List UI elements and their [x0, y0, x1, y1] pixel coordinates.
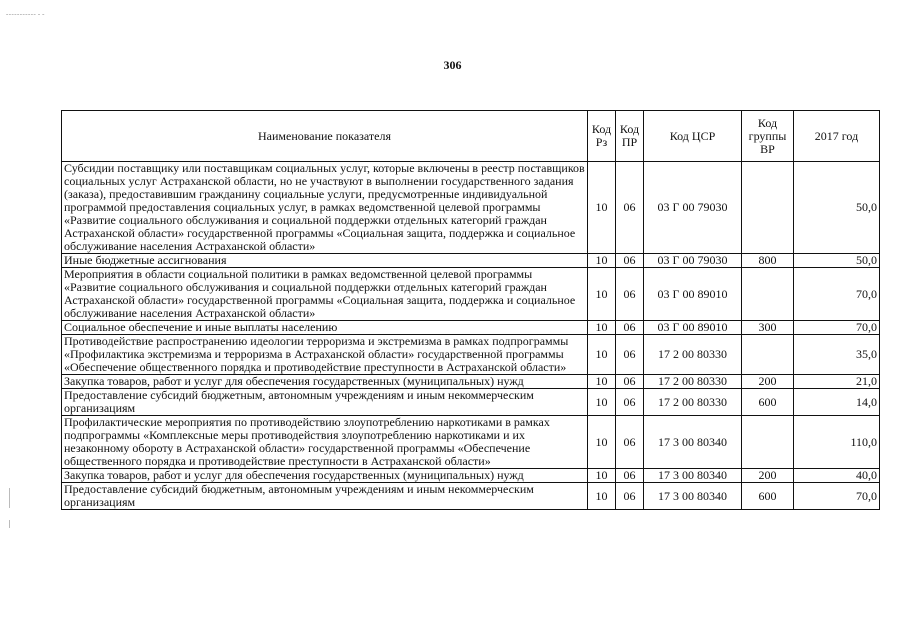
row-csr: 17 3 00 80340: [644, 483, 742, 510]
scan-edge-mark: [9, 520, 10, 528]
row-rz: 10: [588, 375, 616, 389]
table-row: [62, 268, 880, 321]
table-header-row: [62, 111, 880, 162]
table-row: [62, 483, 880, 510]
scan-edge-mark: [9, 488, 10, 508]
header-pr: Код ПР: [616, 111, 644, 162]
row-rz: 10: [588, 254, 616, 268]
row-vr: 800: [742, 254, 794, 268]
row-vr: [742, 416, 794, 469]
row-name: Мероприятия в области социальной политики в рамках ведомственной целевой программы «Развитие социального обслуживания и социальной поддержки отдельных категорий граждан Астраханской области» государственной программы «Социальная защита, поддержка и социальное обслуживание населения Астраханской области»: [62, 268, 588, 321]
row-value: 70,0: [794, 268, 880, 321]
table-row: [62, 162, 880, 254]
row-rz: 10: [588, 268, 616, 321]
table-row: [62, 335, 880, 375]
row-rz: 10: [588, 469, 616, 483]
row-vr: [742, 162, 794, 254]
row-name: Противодействие распространению идеологии терроризма и экстремизма в рамках подпрограммы «Профилактика экстремизма и терроризма в Астраханской области» государственной программы «Обеспечение общественного порядка и противодействие преступности в Астраханской области»: [62, 335, 588, 375]
row-value: 50,0: [794, 254, 880, 268]
row-name: Иные бюджетные ассигнования: [62, 254, 588, 268]
row-value: 21,0: [794, 375, 880, 389]
row-rz: 10: [588, 162, 616, 254]
table-row: [62, 375, 880, 389]
row-pr: 06: [616, 268, 644, 321]
row-rz: 10: [588, 335, 616, 375]
row-vr: [742, 335, 794, 375]
row-rz: 10: [588, 416, 616, 469]
row-rz: 10: [588, 483, 616, 510]
row-pr: 06: [616, 389, 644, 416]
row-csr: 03 Г 00 79030: [644, 162, 742, 254]
table-row: [62, 321, 880, 335]
row-name: Социальное обеспечение и иные выплаты населению: [62, 321, 588, 335]
row-vr: 600: [742, 389, 794, 416]
row-pr: 06: [616, 162, 644, 254]
row-pr: 06: [616, 335, 644, 375]
header-csr: Код ЦСР: [644, 111, 742, 162]
budget-table: [61, 110, 880, 510]
row-pr: 06: [616, 483, 644, 510]
row-pr: 06: [616, 321, 644, 335]
page-number: 306: [443, 58, 462, 72]
row-csr: 17 3 00 80340: [644, 469, 742, 483]
row-name: Предоставление субсидий бюджетным, автономным учреждениям и иным некоммерческим организациям: [62, 389, 588, 416]
row-value: 50,0: [794, 162, 880, 254]
header-year: 2017 год: [794, 111, 880, 162]
row-name: Закупка товаров, работ и услуг для обеспечения государственных (муниципальных) нужд: [62, 375, 588, 389]
row-pr: 06: [616, 416, 644, 469]
row-value: 35,0: [794, 335, 880, 375]
row-csr: 17 2 00 80330: [644, 389, 742, 416]
row-name: Закупка товаров, работ и услуг для обеспечения государственных (муниципальных) нужд: [62, 469, 588, 483]
row-value: 70,0: [794, 483, 880, 510]
table-row: [62, 389, 880, 416]
row-name: Профилактические мероприятия по противодействию злоупотреблению наркотиками в рамках подпрограммы «Комплексные меры противодействия злоупотреблению наркотиками и их незаконному обороту в Астраханской области» государственной программы «Обеспечение общественного порядка и противодействие преступности в Астраханской области»: [62, 416, 588, 469]
row-csr: 17 2 00 80330: [644, 375, 742, 389]
header-vr: Код группы ВР: [742, 111, 794, 162]
table-row: [62, 469, 880, 483]
row-vr: [742, 268, 794, 321]
row-vr: 600: [742, 483, 794, 510]
row-rz: 10: [588, 389, 616, 416]
row-csr: 17 2 00 80330: [644, 335, 742, 375]
row-pr: 06: [616, 254, 644, 268]
row-rz: 10: [588, 321, 616, 335]
row-value: 110,0: [794, 416, 880, 469]
row-value: 40,0: [794, 469, 880, 483]
row-csr: 03 Г 00 89010: [644, 321, 742, 335]
row-pr: 06: [616, 375, 644, 389]
row-vr: 200: [742, 469, 794, 483]
header-rz: Код Рз: [588, 111, 616, 162]
table-row: [62, 254, 880, 268]
row-csr: 03 Г 00 79030: [644, 254, 742, 268]
table-row: [62, 416, 880, 469]
row-name: Предоставление субсидий бюджетным, автономным учреждениям и иным некоммерческим организациям: [62, 483, 588, 510]
row-vr: 300: [742, 321, 794, 335]
row-vr: 200: [742, 375, 794, 389]
header-name: Наименование показателя: [62, 111, 588, 162]
row-csr: 03 Г 00 89010: [644, 268, 742, 321]
row-csr: 17 3 00 80340: [644, 416, 742, 469]
row-value: 70,0: [794, 321, 880, 335]
scan-header-marks: =========== = =: [6, 12, 45, 17]
row-value: 14,0: [794, 389, 880, 416]
row-name: Субсидии поставщику или поставщикам социальных услуг, которые включены в реестр поставщиков социальных услуг Астраханской области, но не участвуют в выполнении государственного задания (заказа), предоставившим гражданину социальные услуги, предусмотренные индивидуальной программой предоставления социальных услуг, в рамках ведомственной целевой программы «Развитие социального обслуживания и социальной поддержки отдельных категорий граждан Астраханской области» государственной программы «Социальная защита, поддержка и социальное обслуживание населения Астраханской области»: [62, 162, 588, 254]
row-pr: 06: [616, 469, 644, 483]
